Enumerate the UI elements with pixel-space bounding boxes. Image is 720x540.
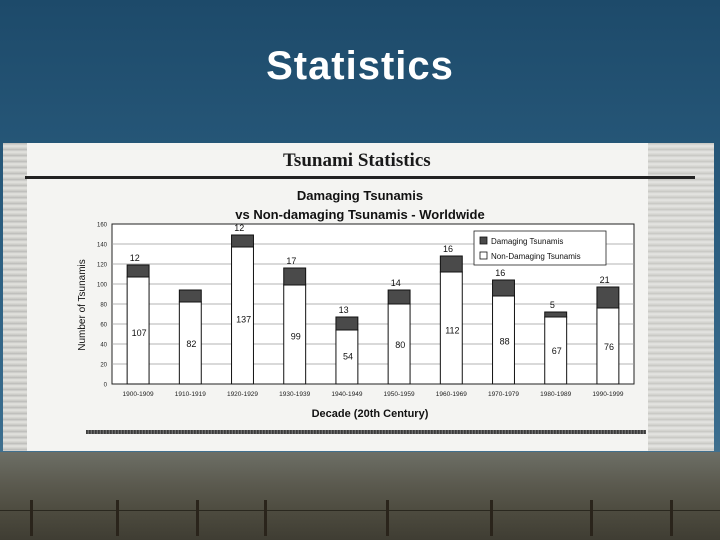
chart-title: Damaging Tsunamis xyxy=(296,188,424,203)
x-tick-label: 1970-1979 xyxy=(487,391,520,398)
bar-damaging xyxy=(336,317,358,330)
fence-post xyxy=(30,500,33,536)
data-label-non-damaging: 80 xyxy=(395,340,406,350)
x-tick-label: 1940-1949 xyxy=(331,391,363,398)
data-label-non-damaging: 88 xyxy=(499,336,510,347)
data-label-non-damaging: 82 xyxy=(186,339,197,350)
x-tick-label: 1920-1929 xyxy=(226,391,259,398)
y-tick-label: 100 xyxy=(96,282,107,289)
y-tick-label: 140 xyxy=(96,242,107,249)
y-tick-label: 0 xyxy=(103,382,107,389)
y-tick-label: 120 xyxy=(96,262,107,269)
document-bottom-rule xyxy=(86,430,646,434)
data-label-damaging: 5 xyxy=(549,300,555,310)
data-label-damaging: 21 xyxy=(599,275,610,285)
fence-post xyxy=(386,500,389,536)
data-label-non-damaging: 107 xyxy=(131,327,147,338)
y-tick-label: 160 xyxy=(96,222,107,229)
data-label-damaging: 14 xyxy=(390,278,401,288)
fence-wire xyxy=(0,510,720,511)
x-tick-label: 1950-1959 xyxy=(383,391,415,398)
bar-damaging xyxy=(597,287,619,308)
chart-subtitle: vs Non-damaging Tsunamis - Worldwide xyxy=(235,207,485,222)
fence-post xyxy=(490,500,493,536)
x-tick-label: 1960-1969 xyxy=(435,391,467,398)
grassland-photo xyxy=(0,452,720,540)
fence-post xyxy=(590,500,593,536)
legend-label: Non-Damaging Tsunamis xyxy=(491,252,581,261)
data-label-non-damaging: 54 xyxy=(342,351,354,362)
data-label-damaging: 17 xyxy=(286,256,297,266)
data-label-damaging: 13 xyxy=(338,305,349,315)
data-label-non-damaging: 67 xyxy=(551,345,562,356)
bar-damaging xyxy=(440,256,462,272)
y-tick-label: 40 xyxy=(100,342,107,349)
slide-title: Statistics xyxy=(266,44,454,88)
bar-damaging xyxy=(493,280,515,296)
data-label-non-damaging: 99 xyxy=(290,331,301,342)
legend-swatch xyxy=(480,237,487,244)
data-label-damaging: 12 xyxy=(129,253,140,263)
y-tick-label: 80 xyxy=(100,302,107,309)
bar-damaging xyxy=(232,235,254,247)
x-tick-label: 1930-1939 xyxy=(279,391,311,398)
x-axis-label: Decade (20th Century) xyxy=(311,408,429,420)
bar-damaging xyxy=(127,265,149,277)
fence-post xyxy=(264,500,267,536)
y-tick-label: 60 xyxy=(100,322,107,329)
legend-label: Damaging Tsunamis xyxy=(491,237,564,246)
y-axis-label: Number of Tsunamis xyxy=(77,259,88,351)
legend-swatch xyxy=(480,252,487,259)
data-label-non-damaging: 76 xyxy=(603,341,615,352)
x-tick-label: 1910-1919 xyxy=(174,391,206,398)
x-tick-label: 1990-1999 xyxy=(592,391,624,398)
x-tick-label: 1900-1909 xyxy=(122,391,154,398)
data-label-damaging: 16 xyxy=(443,244,454,254)
document-heading: Tsunami Statistics xyxy=(283,150,431,171)
fence-post xyxy=(670,500,673,536)
bar-damaging xyxy=(388,290,410,304)
bar-damaging xyxy=(284,268,306,285)
y-tick-label: 20 xyxy=(100,362,107,369)
data-label-non-damaging: 137 xyxy=(236,314,252,325)
fence-post xyxy=(196,500,199,536)
bar-damaging xyxy=(179,290,201,302)
x-tick-label: 1980-1989 xyxy=(540,391,572,398)
data-label-non-damaging: 112 xyxy=(445,325,460,336)
bar-damaging xyxy=(545,312,567,317)
data-label-damaging: 16 xyxy=(495,268,506,278)
fence-post xyxy=(116,500,119,536)
data-label-damaging: 12 xyxy=(234,223,245,233)
